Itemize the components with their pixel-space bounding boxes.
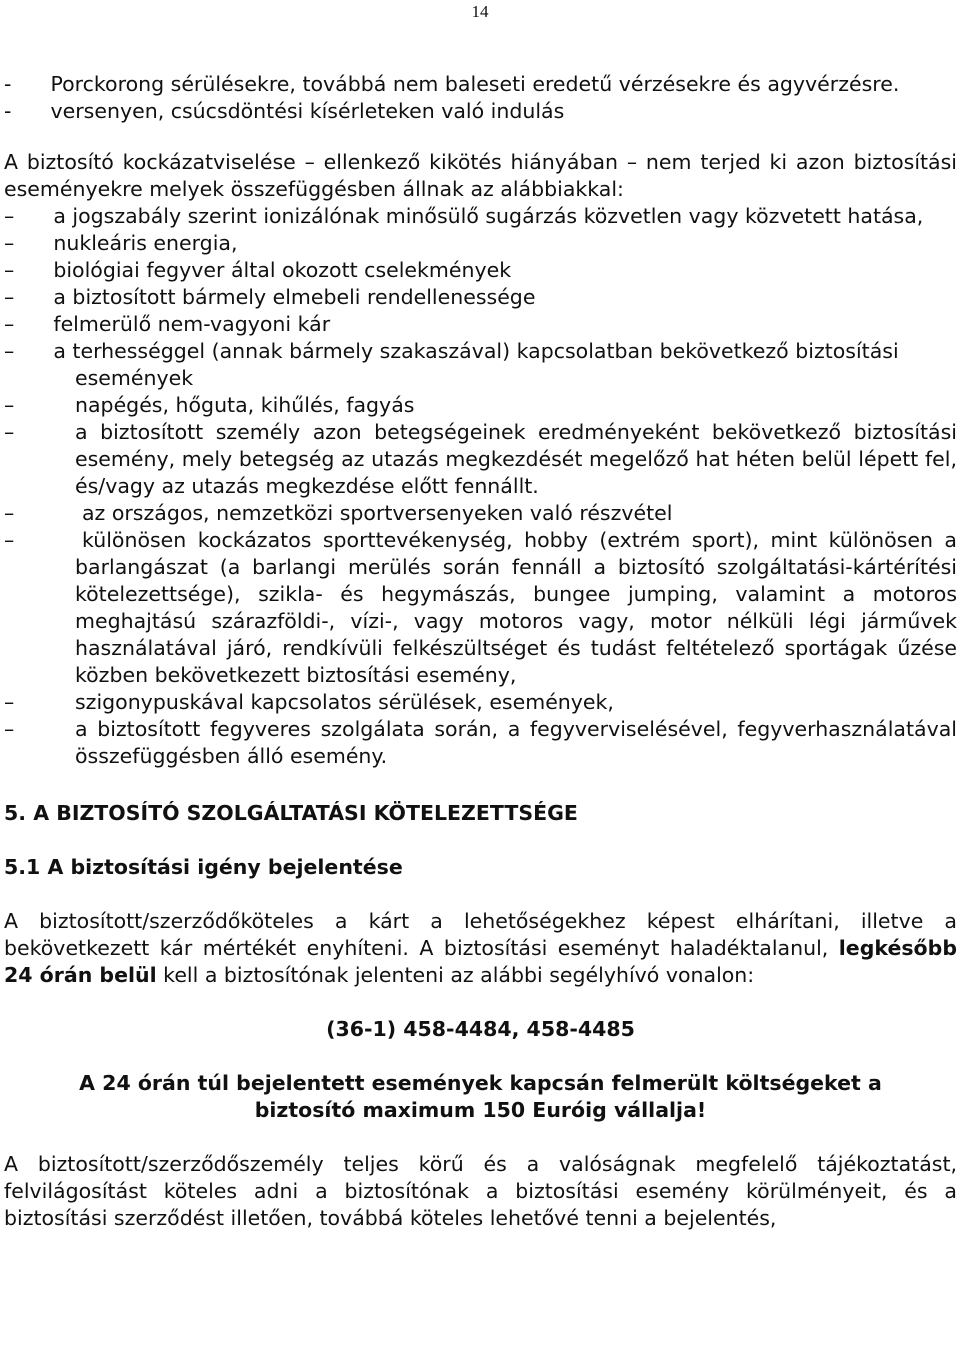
exclusion-text: az országos, nemzetközi sportversenyeken való részvétel	[82, 501, 673, 525]
exclusion-text: a biztosított személy azon betegségeinek eredményeként bekövetkező biztosítási esemény, mely betegség az utazás megkezdését megelőző hat héten belül lépett fel, és/vagy az utazás megkezdése előtt fennállt.	[75, 420, 957, 498]
exclusion-text: különösen kockázatos sporttevékenység, hobby (extrém sport), mint különösen a barlangászat (a barlangi merülés során fennáll a biztosító szolgáltatási-kártérítési kötelezettsége), szikla- és hegymászás, bungee jumping, valamint a motoros meghajtású szárazföldi-, vízi-, vagy motoros vagy, motor nélküli légi járművek használatával járó, rendkívüli felkészültséget és tudást feltételező sportágak űzése közben bekövetkezett biztosítási esemény,	[75, 528, 957, 687]
exclusion-item: – felmerülő nem-vagyoni kár	[4, 312, 331, 336]
dash-marker: –	[4, 717, 15, 741]
subsection-heading: 5.1 A biztosítási igény bejelentése	[4, 855, 403, 879]
claim-paragraph	[4, 908, 957, 989]
exclusion-item: – biológiai fegyver által okozott cselekmények	[4, 258, 512, 282]
exclusion-text: szigonypuskával kapcsolatos sérülések, események,	[75, 690, 614, 714]
dash-marker: –	[4, 420, 15, 444]
exclusion-item	[4, 392, 957, 419]
exclusion-text: a biztosított fegyveres szolgálata során, a fegyverviselésével, fegyverhasználatával összefüggésben álló esemény.	[75, 717, 957, 768]
dash-marker: –	[4, 690, 15, 714]
list-item: - versenyen, csúcsdöntési kísérleteken való indulás	[4, 99, 565, 123]
exclusion-text: napégés, hőguta, kihűlés, fagyás	[75, 393, 415, 417]
claim-deadline: legkésőbb 24 órán belül	[4, 936, 957, 987]
list-item: - Porckorong sérülésekre, továbbá nem baleseti eredetű vérzésekre és agyvérzésre.	[4, 72, 900, 96]
dash-marker: –	[4, 528, 15, 552]
final-paragraph: A biztosított/szerződőszemély teljes körű és a valóságnak megfelelő tájékoztatást, felvilágosítást köteles adni a biztosítónak a biztosítási esemény körülményeit, és a biztosítási szerződést illetően, továbbá köteles lehetővé tenni a bejelentés,	[4, 1152, 957, 1230]
exclusion-item	[4, 716, 957, 770]
exclusion-item: – nukleáris energia,	[4, 231, 238, 255]
exclusion-item: – a terhességgel (annak bármely szakaszával) kapcsolatban bekövetkező biztosítási	[4, 339, 899, 363]
exclusion-intro: A biztosító kockázatviselése – ellenkező kikötés hiányában – nem terjed ki azon biztosítási eseményekre melyek összefüggésben állnak az alábbiakkal:	[4, 150, 957, 201]
page-number: 14	[471, 2, 489, 21]
dash-marker: –	[4, 501, 15, 525]
document-body	[4, 71, 957, 1232]
exclusion-item	[4, 689, 957, 716]
late-notice: A 24 órán túl bejelentett események kapcsán felmerült költségeket a biztosító maximum 150 Euróig vállalja!	[79, 1071, 882, 1122]
section-heading: 5. A BIZTOSÍTÓ SZOLGÁLTATÁSI KÖTELEZETTSÉGE	[4, 801, 578, 825]
dash-marker: –	[4, 393, 15, 417]
exclusion-item	[4, 500, 957, 527]
exclusion-item: – a biztosított bármely elmebeli rendellenessége	[4, 285, 536, 309]
exclusion-continuation: események	[75, 366, 194, 390]
exclusion-item	[4, 419, 957, 500]
phone-numbers: (36-1) 458-4484, 458-4485	[326, 1017, 635, 1041]
claim-text-2: kell a biztosítónak jelenteni az alábbi segélyhívó vonalon:	[156, 963, 755, 987]
exclusion-item	[4, 527, 957, 689]
claim-text-1: A biztosított/szerződőköteles a kárt a lehetőségekhez képest elhárítani, illetve a bekövetkezett kár mértékét enyhíteni. A biztosítási eseményt haladéktalanul,	[4, 909, 957, 960]
exclusion-item: – a jogszabály szerint ionizálónak minősülő sugárzás közvetlen vagy közvetett hatása,	[4, 204, 924, 228]
